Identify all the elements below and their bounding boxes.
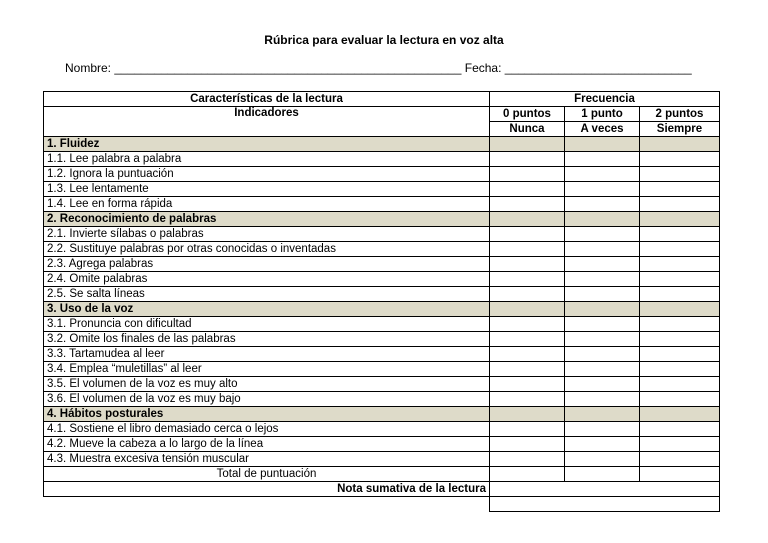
indicator-row	[44, 167, 720, 182]
score-cell[interactable]	[490, 392, 565, 407]
grade-row	[44, 482, 720, 497]
score-cell[interactable]	[640, 317, 720, 332]
indicator-row	[44, 377, 720, 392]
frequency-header: Frecuencia	[490, 92, 720, 107]
indicators-header: Indicadores	[44, 107, 490, 137]
indicator-label: 1.3. Lee lentamente	[44, 182, 490, 197]
indicator-label: 4.2. Mueve la cabeza a lo largo de la línea	[44, 437, 490, 452]
score-cell[interactable]	[490, 197, 565, 212]
score-cell[interactable]	[640, 287, 720, 302]
section-title: 2. Reconocimiento de palabras	[44, 212, 490, 227]
score-cell[interactable]	[490, 272, 565, 287]
score-cell[interactable]	[565, 392, 640, 407]
header-row-1	[44, 92, 720, 107]
score-cell[interactable]	[565, 197, 640, 212]
score-cell[interactable]	[490, 152, 565, 167]
score-cell[interactable]	[565, 437, 640, 452]
score-cell[interactable]	[490, 422, 565, 437]
nombre-label: Nombre:	[65, 61, 112, 75]
score-cell[interactable]	[565, 317, 640, 332]
grade-label: Nota sumativa de la lectura	[44, 482, 490, 497]
points-1-header: 1 punto	[565, 107, 640, 122]
indicator-label: 1.2. Ignora la puntuación	[44, 167, 490, 182]
score-cell[interactable]	[490, 332, 565, 347]
indicator-row	[44, 272, 720, 287]
score-cell[interactable]	[565, 332, 640, 347]
score-cell[interactable]	[565, 287, 640, 302]
score-cell[interactable]	[640, 347, 720, 362]
section-title: 4. Hábitos posturales	[44, 407, 490, 422]
score-cell[interactable]	[565, 272, 640, 287]
score-cell[interactable]	[565, 182, 640, 197]
indicator-label: 2.5. Se salta líneas	[44, 287, 490, 302]
indicator-row	[44, 422, 720, 437]
section-row	[44, 137, 720, 152]
indicator-label: 2.1. Invierte sílabas o palabras	[44, 227, 490, 242]
indicator-label: 3.2. Omite los finales de las palabras	[44, 332, 490, 347]
indicator-label: 4.3. Muestra excesiva tensión muscular	[44, 452, 490, 467]
score-cell[interactable]	[640, 272, 720, 287]
indicator-label: 2.4. Omite palabras	[44, 272, 490, 287]
score-cell[interactable]	[640, 257, 720, 272]
indicator-label: 3.1. Pronuncia con dificultad	[44, 317, 490, 332]
indicator-row	[44, 227, 720, 242]
score-cell[interactable]	[565, 212, 640, 227]
score-cell[interactable]	[640, 242, 720, 257]
score-cell[interactable]	[490, 212, 565, 227]
indicator-row	[44, 362, 720, 377]
score-cell[interactable]	[490, 407, 565, 422]
indicator-label: 3.4. Emplea “muletillas” al leer	[44, 362, 490, 377]
indicator-label: 4.1. Sostiene el libro demasiado cerca o lejos	[44, 422, 490, 437]
total-score-cell[interactable]	[640, 467, 720, 482]
indicator-row	[44, 287, 720, 302]
header-fields	[65, 61, 692, 75]
section-row	[44, 212, 720, 227]
score-cell[interactable]	[640, 392, 720, 407]
score-cell[interactable]	[565, 377, 640, 392]
score-cell[interactable]	[490, 347, 565, 362]
score-cell[interactable]	[640, 167, 720, 182]
indicator-label: 3.5. El volumen de la voz es muy alto	[44, 377, 490, 392]
section-row	[44, 407, 720, 422]
score-cell[interactable]	[565, 242, 640, 257]
score-cell[interactable]	[565, 302, 640, 317]
score-cell[interactable]	[565, 167, 640, 182]
score-cell[interactable]	[490, 227, 565, 242]
score-cell[interactable]	[640, 212, 720, 227]
indicator-label: 2.3. Agrega palabras	[44, 257, 490, 272]
total-row	[44, 467, 720, 482]
score-cell[interactable]	[640, 332, 720, 347]
rubric-table	[43, 91, 720, 512]
characteristics-header: Características de la lectura	[44, 92, 490, 107]
score-cell[interactable]	[490, 437, 565, 452]
indicator-row	[44, 242, 720, 257]
score-cell[interactable]	[640, 422, 720, 437]
score-cell[interactable]	[490, 362, 565, 377]
score-cell[interactable]	[490, 377, 565, 392]
score-cell[interactable]	[640, 302, 720, 317]
freq-always-header: Siempre	[640, 122, 720, 137]
score-cell[interactable]	[490, 257, 565, 272]
score-cell[interactable]	[490, 242, 565, 257]
section-title: 1. Fluidez	[44, 137, 490, 152]
total-score-cell[interactable]	[565, 467, 640, 482]
freq-sometimes-header: A veces	[565, 122, 640, 137]
points-2-header: 2 puntos	[640, 107, 720, 122]
score-cell[interactable]	[490, 317, 565, 332]
score-cell[interactable]	[490, 302, 565, 317]
header-row-2	[44, 107, 720, 122]
score-cell[interactable]	[565, 137, 640, 152]
score-cell[interactable]	[490, 182, 565, 197]
indicator-label: 1.1. Lee palabra a palabra	[44, 152, 490, 167]
score-cell[interactable]	[565, 152, 640, 167]
score-cell[interactable]	[565, 257, 640, 272]
score-cell[interactable]	[490, 137, 565, 152]
score-cell[interactable]	[640, 182, 720, 197]
indicator-row	[44, 182, 720, 197]
score-cell[interactable]	[565, 452, 640, 467]
score-cell[interactable]	[490, 452, 565, 467]
score-cell[interactable]	[640, 362, 720, 377]
score-cell[interactable]	[640, 227, 720, 242]
section-row	[44, 302, 720, 317]
score-cell[interactable]	[640, 437, 720, 452]
score-cell[interactable]	[640, 197, 720, 212]
blank-area	[44, 497, 490, 512]
grade-extra-row	[44, 497, 720, 512]
indicator-row	[44, 257, 720, 272]
indicator-row	[44, 452, 720, 467]
score-cell[interactable]	[640, 152, 720, 167]
indicator-label: 3.6. El volumen de la voz es muy bajo	[44, 392, 490, 407]
indicator-row	[44, 317, 720, 332]
score-cell[interactable]	[640, 452, 720, 467]
indicator-row	[44, 347, 720, 362]
total-label: Total de puntuación	[44, 467, 490, 482]
freq-never-header: Nunca	[490, 122, 565, 137]
section-title: 3. Uso de la voz	[44, 302, 490, 317]
score-cell[interactable]	[490, 167, 565, 182]
score-cell[interactable]	[640, 137, 720, 152]
indicator-row	[44, 392, 720, 407]
score-cell[interactable]	[565, 362, 640, 377]
score-cell[interactable]	[565, 347, 640, 362]
rubric-body	[44, 92, 720, 512]
grade-extra-cell[interactable]	[490, 497, 720, 512]
score-cell[interactable]	[640, 407, 720, 422]
indicator-row	[44, 332, 720, 347]
indicator-label: 3.3. Tartamudea al leer	[44, 347, 490, 362]
score-cell[interactable]	[490, 287, 565, 302]
indicator-row	[44, 197, 720, 212]
nombre-line: ____________________________________________________	[114, 61, 462, 75]
fecha-line: ____________________________	[504, 61, 692, 75]
document-title: Rúbrica para evaluar la lectura en voz alta	[264, 33, 504, 47]
score-cell[interactable]	[565, 407, 640, 422]
fecha-label: Fecha:	[464, 61, 502, 75]
points-0-header: 0 puntos	[490, 107, 565, 122]
indicator-label: 1.4. Lee en forma rápida	[44, 197, 490, 212]
indicator-label: 2.2. Sustituye palabras por otras conocidas o inventadas	[44, 242, 490, 257]
indicator-row	[44, 437, 720, 452]
total-score-cell[interactable]	[490, 467, 565, 482]
score-cell[interactable]	[640, 377, 720, 392]
score-cell[interactable]	[565, 227, 640, 242]
score-cell[interactable]	[565, 422, 640, 437]
grade-cell[interactable]	[490, 482, 720, 497]
indicator-row	[44, 152, 720, 167]
